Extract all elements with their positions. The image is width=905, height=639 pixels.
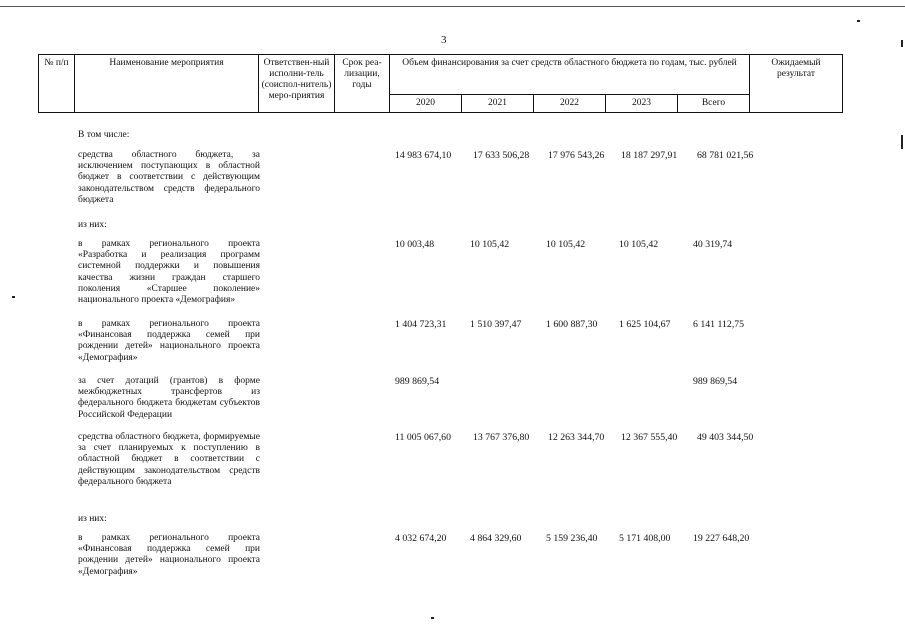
value-2023: 5 171 408,00 bbox=[619, 533, 671, 544]
value-2023: 18 187 297,91 bbox=[621, 150, 678, 161]
value-2021: 1 510 397,47 bbox=[470, 319, 522, 330]
value-2020: 10 003,48 bbox=[395, 239, 435, 250]
header-year-2020: 2020 bbox=[390, 95, 462, 113]
header-name: Наименование мероприятия bbox=[75, 55, 259, 113]
value-2020: 11 005 067,60 bbox=[395, 432, 451, 443]
row-label: в рамках регионального проекта «Разработка и реализация программ системной поддержки и повышения качества жизни граждан старшего поколения «Старшее поколение» национального проекта «Демография» bbox=[78, 239, 260, 306]
value-2020: 4 032 674,20 bbox=[395, 533, 447, 544]
header-year-2023: 2023 bbox=[606, 95, 678, 113]
top-rule bbox=[0, 6, 905, 7]
header-year-2021: 2021 bbox=[462, 95, 534, 113]
header-total: Всего bbox=[678, 95, 750, 113]
header-num: № п/п bbox=[39, 55, 75, 113]
value-2022: 5 159 236,40 bbox=[546, 533, 598, 544]
value-2023: 10 105,42 bbox=[619, 239, 659, 250]
row-label: В том числе: bbox=[78, 130, 130, 140]
value-total: 49 403 344,50 bbox=[697, 432, 754, 443]
value-total: 6 141 112,75 bbox=[693, 319, 745, 330]
value-2022: 12 263 344,70 bbox=[548, 432, 605, 443]
value-2021: 13 767 376,80 bbox=[473, 432, 530, 443]
value-2022: 17 976 543,26 bbox=[548, 150, 605, 161]
row-label: из них: bbox=[78, 220, 107, 230]
row-label: средства областного бюджета, формируемые за счет планируемых к поступлению в областной бюджет в соответствии с действующим законодательством средств федерального бюджета bbox=[78, 432, 260, 487]
scan-dot bbox=[431, 617, 434, 619]
value-2021: 17 633 506,28 bbox=[473, 150, 530, 161]
value-total: 40 319,74 bbox=[693, 239, 733, 250]
value-2020: 14 983 674,10 bbox=[395, 150, 452, 161]
value-2020: 1 404 723,31 bbox=[395, 319, 447, 330]
value-2021: 4 864 329,60 bbox=[470, 533, 522, 544]
value-2023: 12 367 555,40 bbox=[621, 432, 678, 443]
row-label: средства областного бюджета, за исключением поступающих в областной бюджет в соответствии с действующим законодательством средств федерального бюджета bbox=[78, 150, 260, 205]
value-2021: 10 105,42 bbox=[470, 239, 510, 250]
header-term: Срок реа-лизации, годы bbox=[335, 55, 390, 113]
value-2022: 1 600 887,30 bbox=[546, 319, 598, 330]
scan-dot bbox=[12, 296, 15, 298]
header-result: Ожидаемый результат bbox=[750, 55, 843, 113]
header-executor: Ответствен-ный исполни-тель (соиспол-нитель) меро-приятия bbox=[259, 55, 335, 113]
header-funding: Объем финансирования за счет средств областного бюджета по годам, тыс. рублей bbox=[390, 55, 750, 95]
page-number: 3 bbox=[441, 34, 447, 46]
header-year-2022: 2022 bbox=[534, 95, 606, 113]
row-label: за счет дотаций (грантов) в форме межбюджетных трансфертов из федерального бюджета бюджетам субъектов Российской Федерации bbox=[78, 376, 260, 420]
row-label: в рамках регионального проекта «Финансовая поддержка семей при рождении детей» национального проекта «Демография» bbox=[78, 533, 260, 577]
value-2020: 989 869,54 bbox=[395, 376, 440, 387]
value-2023: 1 625 104,67 bbox=[619, 319, 671, 330]
value-total: 19 227 648,20 bbox=[693, 533, 750, 544]
row-label: в рамках регионального проекта «Финансовая поддержка семей при рождении детей» национального проекта «Демография» bbox=[78, 319, 260, 363]
value-2022: 10 105,42 bbox=[546, 239, 586, 250]
value-total: 989 869,54 bbox=[693, 376, 738, 387]
scan-mark bbox=[901, 135, 903, 149]
row-label: из них: bbox=[78, 514, 107, 524]
funding-table-header bbox=[38, 54, 843, 113]
scan-dot bbox=[857, 20, 860, 22]
value-total: 68 781 021,56 bbox=[697, 150, 754, 161]
scan-mark bbox=[901, 40, 903, 47]
